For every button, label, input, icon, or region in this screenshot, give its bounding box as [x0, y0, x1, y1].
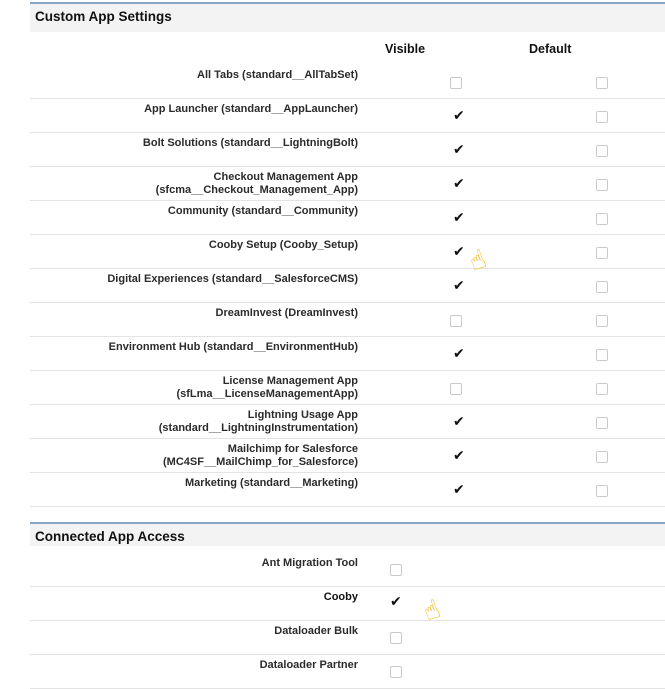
custom-app-label: All Tabs (standard__AllTabSet) [197, 69, 358, 81]
visible-checkbox[interactable] [450, 383, 462, 395]
visible-checkbox[interactable] [450, 315, 462, 327]
default-checkbox[interactable] [596, 281, 608, 293]
custom-app-label: Environment Hub (standard__EnvironmentHub) [108, 341, 358, 353]
visible-checkbox-checked[interactable]: ✔ [453, 448, 465, 464]
custom-app-row [30, 302, 665, 337]
connected-app-label: Dataloader Bulk [274, 625, 358, 637]
default-checkbox[interactable] [596, 179, 608, 191]
custom-app-label: Digital Experiences (standard__SalesforceCMS) [107, 273, 358, 285]
default-checkbox[interactable] [596, 485, 608, 497]
visible-checkbox-checked[interactable]: ✔ [453, 278, 465, 294]
custom-app-label: Lightning Usage App (standard__LightningInstrumentation) [158, 409, 358, 434]
connected-app-checkbox[interactable] [390, 564, 402, 576]
connected-app-checkbox[interactable] [390, 666, 402, 678]
custom-app-row [30, 268, 665, 303]
custom-app-settings-header [30, 2, 665, 32]
visible-checkbox-checked[interactable]: ✔ [453, 142, 465, 158]
default-checkbox[interactable] [596, 383, 608, 395]
connected-app-row [30, 654, 665, 689]
default-checkbox[interactable] [596, 247, 608, 259]
custom-app-label: Cooby Setup (Cooby_Setup) [208, 239, 358, 251]
connected-app-access-title: Connected App Access [35, 529, 185, 544]
visible-checkbox-checked[interactable]: ✔ [453, 414, 465, 430]
visible-checkbox-checked[interactable]: ✔ [453, 176, 465, 192]
connected-app-checkbox-checked[interactable]: ✔ [390, 594, 402, 610]
custom-app-label: App Launcher (standard__AppLauncher) [144, 103, 358, 115]
connected-app-checkbox[interactable] [390, 632, 402, 644]
custom-app-label: DreamInvest (DreamInvest) [215, 307, 358, 319]
connected-app-access-header [30, 522, 665, 546]
custom-app-label: Marketing (standard__Marketing) [185, 477, 358, 489]
custom-app-row [30, 200, 665, 235]
visible-checkbox-checked[interactable]: ✔ [453, 482, 465, 498]
visible-checkbox[interactable] [450, 77, 462, 89]
custom-app-settings-title: Custom App Settings [35, 9, 172, 24]
default-checkbox[interactable] [596, 349, 608, 361]
connected-app-label: Dataloader Partner [259, 659, 358, 671]
default-checkbox[interactable] [596, 213, 608, 225]
default-checkbox[interactable] [596, 145, 608, 157]
connected-app-row [30, 586, 665, 621]
custom-app-row [30, 438, 665, 473]
custom-app-label: Bolt Solutions (standard__LightningBolt) [142, 137, 358, 149]
custom-app-row [30, 472, 665, 507]
visible-checkbox-checked[interactable]: ✔ [453, 244, 465, 260]
pointing-hand-icon: ☝ [419, 594, 445, 628]
custom-app-row [30, 64, 665, 99]
default-checkbox[interactable] [596, 417, 608, 429]
default-checkbox[interactable] [596, 77, 608, 89]
connected-app-row [30, 620, 665, 655]
connected-app-row [30, 552, 665, 587]
custom-app-label: Mailchimp for Salesforce (MC4SF__MailChimp_for_Salesforce) [163, 443, 358, 468]
default-checkbox[interactable] [596, 111, 608, 123]
custom-app-row [30, 98, 665, 133]
connected-app-label: Ant Migration Tool [261, 557, 358, 569]
custom-app-row [30, 132, 665, 167]
pointing-hand-icon: ☝ [465, 244, 491, 278]
visible-checkbox-checked[interactable]: ✔ [453, 210, 465, 226]
custom-app-label: Community (standard__Community) [167, 205, 358, 217]
connected-app-label: Cooby [323, 591, 358, 603]
custom-app-row [30, 166, 665, 201]
custom-app-label: Checkout Management App (sfcma__Checkout_Management_App) [155, 171, 358, 196]
default-checkbox[interactable] [596, 451, 608, 463]
visible-checkbox-checked[interactable]: ✔ [453, 108, 465, 124]
custom-app-row [30, 234, 665, 269]
custom-app-row [30, 336, 665, 371]
custom-app-label: License Management App (sfLma__LicenseManagementApp) [176, 375, 358, 400]
custom-app-row [30, 370, 665, 405]
visible-column-header: Visible [385, 42, 426, 56]
default-checkbox[interactable] [596, 315, 608, 327]
default-column-header: Default [529, 42, 572, 56]
visible-checkbox-checked[interactable]: ✔ [453, 346, 465, 362]
custom-app-row [30, 404, 665, 439]
